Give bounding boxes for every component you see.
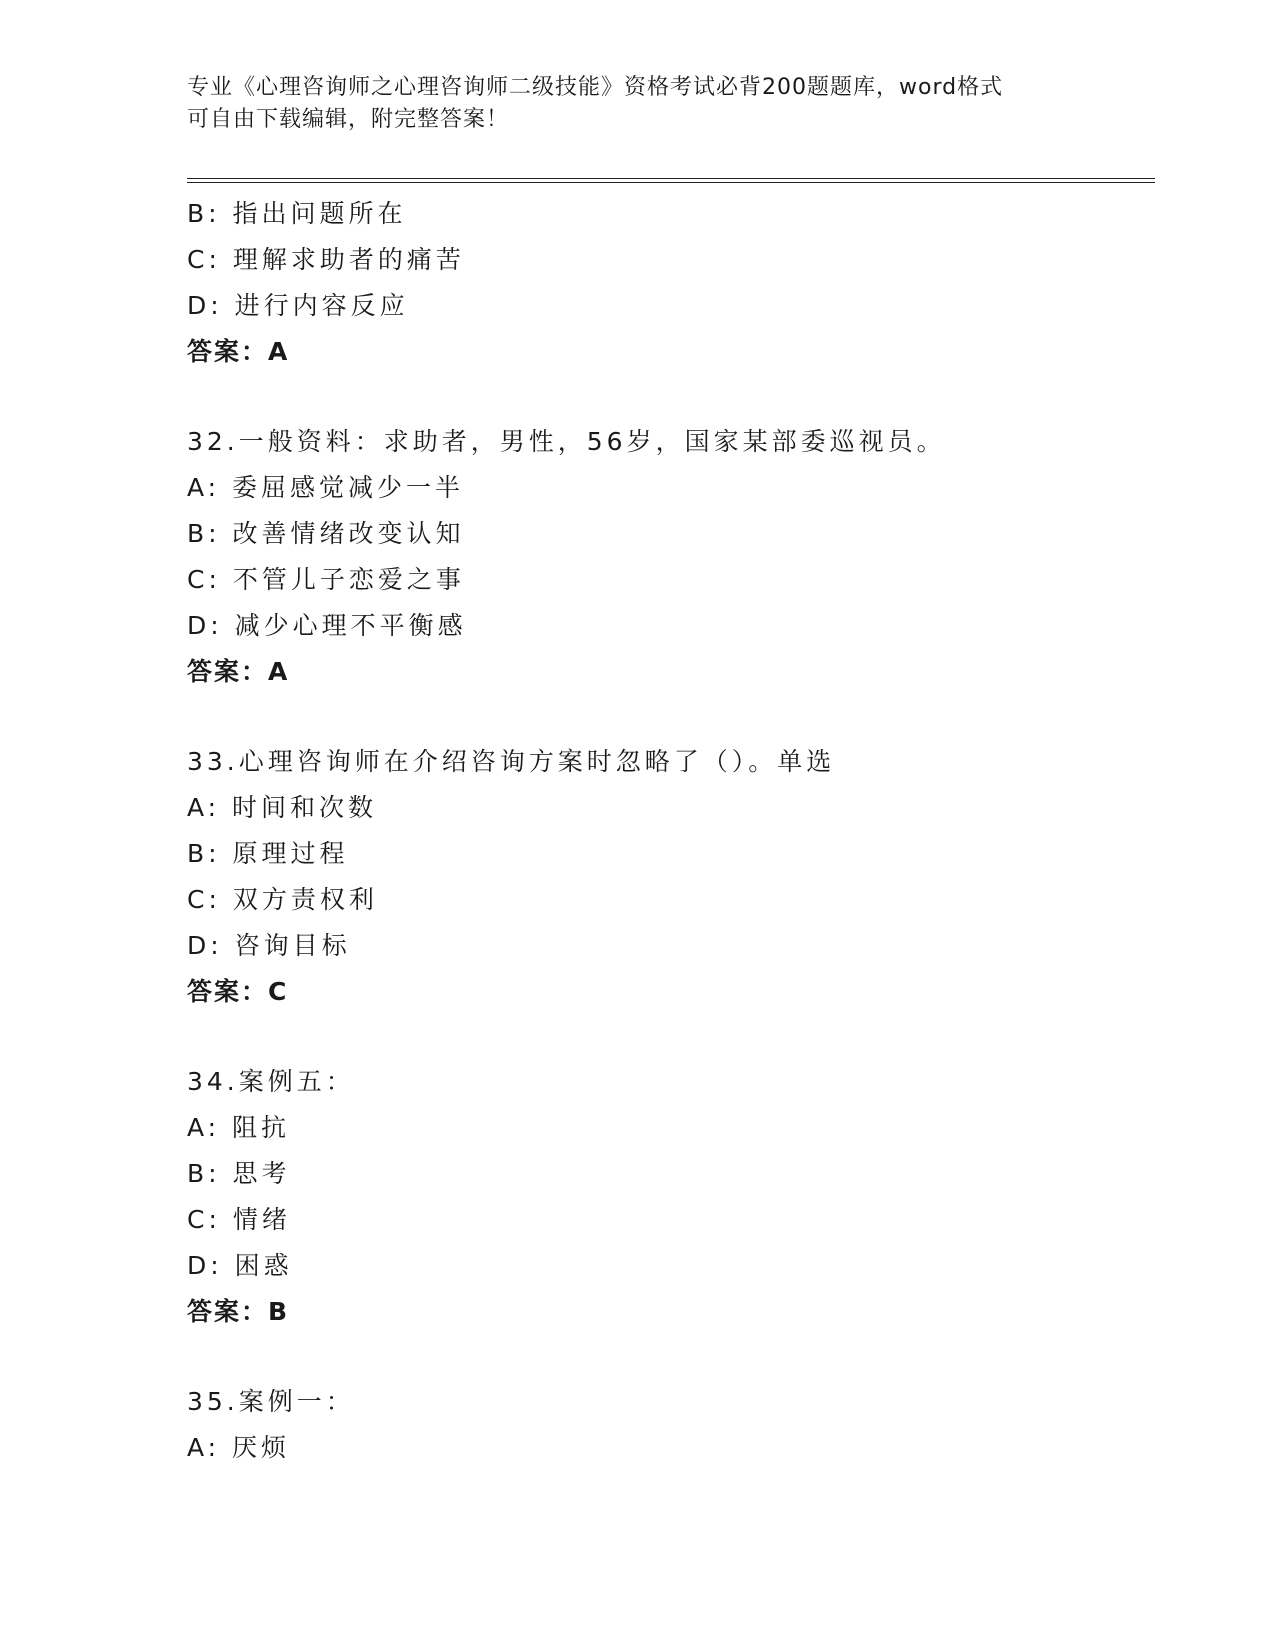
option-d: D: 咨询目标	[187, 931, 351, 960]
option-b: B: 原理过程	[187, 839, 349, 868]
option-b: B: 改善情绪改变认知	[187, 519, 465, 548]
option-b: B: 思考	[187, 1159, 291, 1188]
option-a: A: 时间和次数	[187, 793, 378, 822]
question-text: 35.案例一：	[187, 1387, 355, 1416]
header-line-1: 专业《心理咨询师之心理咨询师二级技能》资格考试必背200题题库，word格式	[187, 75, 1004, 100]
question-block-35	[187, 1379, 1155, 1471]
question-list	[187, 191, 1155, 1471]
question-text: 34.案例五：	[187, 1067, 355, 1096]
answer: 答案：A	[187, 337, 290, 366]
answer: 答案：C	[187, 977, 289, 1006]
option-a: A: 阻抗	[187, 1113, 291, 1142]
option-d: D: 减少心理不平衡感	[187, 611, 467, 640]
option-a: A: 厌烦	[187, 1433, 291, 1462]
option-c: C: 不管儿子恋爱之事	[187, 565, 465, 594]
answer: 答案：B	[187, 1297, 290, 1326]
question-text: 32.一般资料：求助者，男性，56岁，国家某部委巡视员。	[187, 427, 946, 456]
header-divider	[187, 178, 1155, 183]
question-block-32	[187, 419, 1155, 695]
document-header	[187, 72, 1067, 136]
option-c: C: 双方责权利	[187, 885, 378, 914]
option-b: B: 指出问题所在	[187, 199, 407, 228]
question-block-33	[187, 739, 1155, 1015]
answer: 答案：A	[187, 657, 290, 686]
option-d: D: 困惑	[187, 1251, 293, 1280]
header-line-2: 可自由下载编辑，附完整答案！	[187, 107, 510, 132]
question-text: 33.心理咨询师在介绍咨询方案时忽略了（）。单选	[187, 747, 836, 776]
question-block-34	[187, 1059, 1155, 1335]
option-a: A: 委屈感觉减少一半	[187, 473, 465, 502]
question-block-31	[187, 191, 1155, 375]
option-c: C: 情绪	[187, 1205, 291, 1234]
option-c: C: 理解求助者的痛苦	[187, 245, 465, 274]
option-d: D: 进行内容反应	[187, 291, 409, 320]
